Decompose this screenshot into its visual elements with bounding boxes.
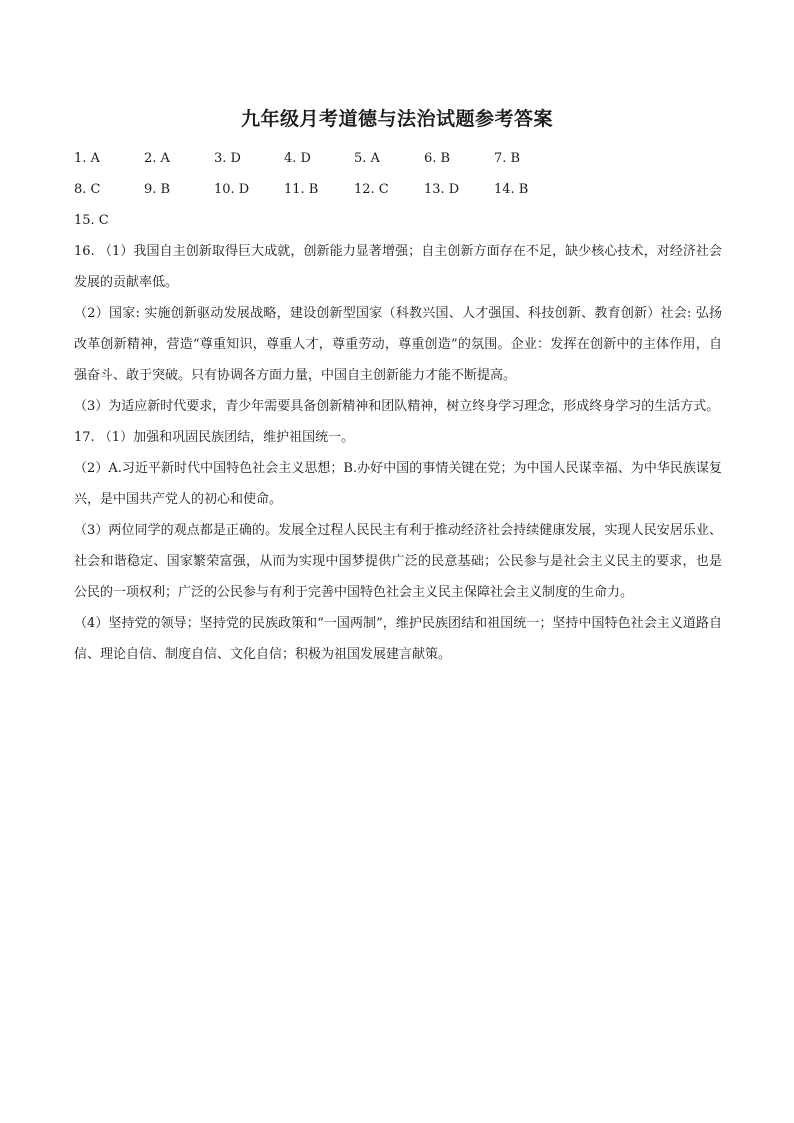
choice-answer: 8. C <box>74 182 101 197</box>
answer-17-4: （4）坚持党的领导；坚持党的民族政策和“一国两制”，维护民族团结和祖国统一；坚持中国特色社会主义道路自信、理论自信、制度自信、文化自信；积极为祖国发展建言献策。 <box>74 616 722 662</box>
choice-answer: 7. B <box>494 151 521 166</box>
choice-answer: 1. A <box>74 151 100 166</box>
answer-16-3: （3）为适应新时代要求，青少年需要具备创新精神和团队精神，树立终身学习理念，形成终身学习的生活方式。 <box>74 399 720 414</box>
choice-answer: 15. C <box>74 213 109 228</box>
answer-17-2: （2）A.习近平新时代中国特色社会主义思想；B.办好中国的事情关键在党；为中国人民谋幸福、为中华民族谋复兴，是中国共产党人的初心和使命。 <box>74 461 722 507</box>
answer-16-1: 16. （1）我国自主创新取得巨大成就，创新能力显著增强；自主创新方面存在不足，缺少核心技术，对经济社会发展的贡献率低。 <box>74 244 722 290</box>
choice-answer: 4. D <box>284 151 311 166</box>
answer-17-3: （3）两位同学的观点都是正确的。发展全过程人民民主有利于推动经济社会持续健康发展，实现人民安居乐业、社会和谐稳定、国家繁荣富强，从而为实现中国梦提供广泛的民意基础；公民参与是社会主义民主的要求，也是公民的一项权利；广泛的公民参与有利于完善中国特色社会主义民主保障社会主义制度的生命力。 <box>74 523 722 600</box>
choice-row-3 <box>74 205 734 236</box>
choice-row-1 <box>74 143 734 174</box>
choice-answer: 11. B <box>284 182 319 197</box>
choice-answer: 5. A <box>354 151 380 166</box>
choice-answers <box>74 143 734 236</box>
choice-answer: 12. C <box>354 182 389 197</box>
choice-row-2 <box>74 174 734 205</box>
choice-answer: 13. D <box>424 182 460 197</box>
answer-16-2: （2）国家: 实施创新驱动发展战略，建设创新型国家（科教兴国、人才强国、科技创新、教育创新）社会: 弘扬改革创新精神，营造“尊重知识，尊重人才，尊重劳动，尊重创造”的氛围。企业：发挥在创新中的主体作用，自强奋斗、敢于突破。只有协调各方面力量，中国自主创新能力才能不断提高。 <box>74 306 722 383</box>
choice-answer: 2. A <box>144 151 170 166</box>
choice-answer: 6. B <box>424 151 451 166</box>
choice-answer: 3. D <box>214 151 241 166</box>
choice-answer: 10. D <box>214 182 250 197</box>
page-title: 九年级月考道德与法治试题参考答案 <box>240 108 553 130</box>
choice-answer: 9. B <box>144 182 171 197</box>
choice-answer: 14. B <box>494 182 529 197</box>
answer-17-1: 17. （1）加强和巩固民族团结，维护祖国统一。 <box>74 430 355 445</box>
written-answers <box>74 236 722 670</box>
